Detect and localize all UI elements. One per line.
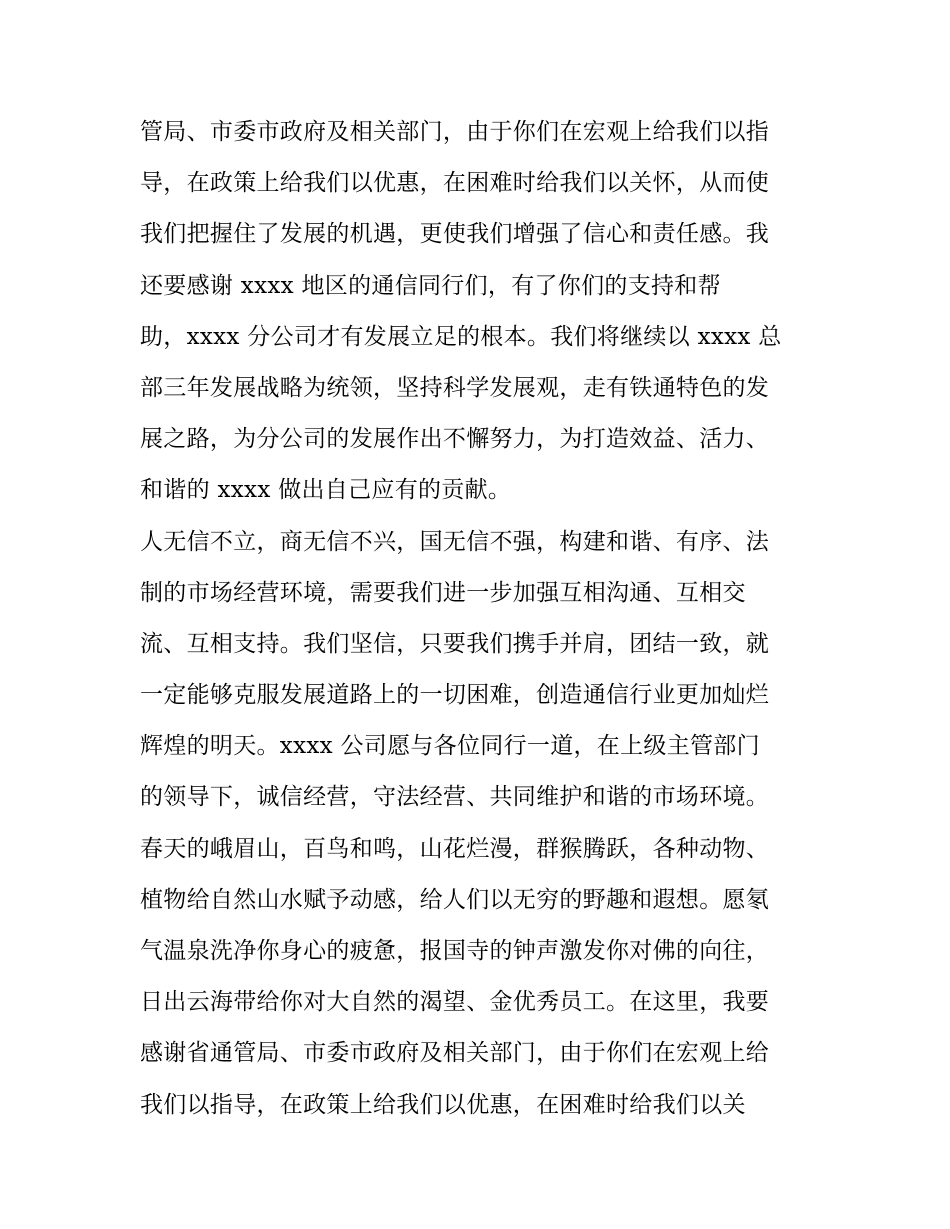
text-line: 展之路，为分公司的发展作出不懈努力，为打造效益、活力、 xyxy=(140,426,770,453)
text-line: 气温泉洗净你身心的疲惫，报国寺的钟声激发你对佛的向往， xyxy=(140,938,770,964)
text-line: 春天的峨眉山，百鸟和鸣，山花烂漫，群猴腾跃，各种动物、 xyxy=(140,835,770,862)
text-line: 管局、市委市政府及相关部门，由于你们在宏观上给我们以指 xyxy=(140,119,770,145)
text-line: 的领导下，诚信经营，守法经营、共同维护和谐的市场环境。 xyxy=(140,784,770,811)
text-line: 人无信不立，商无信不兴，国无信不强，构建和谐、有序、法 xyxy=(140,528,770,555)
text-line: 部三年发展战略为统领，坚持科学发展观，走有铁通特色的发 xyxy=(140,374,770,401)
text-line: 导，在政策上给我们以优惠，在困难时给我们以关怀，从而使 xyxy=(140,170,770,197)
text-line: 我们把握住了发展的机遇，更使我们增强了信心和责任感。我 xyxy=(140,221,770,248)
text-line: 流、互相支持。我们坚信，只要我们携手并肩，团结一致，就 xyxy=(140,630,770,657)
text-line: 还要感谢 xxxx 地区的通信同行们，有了你们的支持和帮 xyxy=(140,272,721,299)
text-line: 制的市场经营环境，需要我们进一步加强互相沟通、互相交 xyxy=(140,579,746,606)
text-line: 一定能够克服发展道路上的一切困难，创造通信行业更加灿烂 xyxy=(140,682,770,709)
document-body xyxy=(140,107,820,1131)
text-line: 助，xxxx 分公司才有发展立足的根本。我们将继续以 xxxx 总 xyxy=(140,323,782,350)
text-line: 植物给自然山水赋予动感，给人们以无穷的野趣和遐想。愿氡 xyxy=(140,886,770,913)
text-line: 日出云海带给你对大自然的渴望、金优秀员工。在这里，我要 xyxy=(140,989,770,1016)
text-line: 我们以指导，在政策上给我们以优惠，在困难时给我们以关 xyxy=(140,1091,746,1118)
text-line: 和谐的 xxxx 做出自己应有的贡献。 xyxy=(140,477,512,504)
text-line: 辉煌的明天。xxxx 公司愿与各位同行一道，在上级主管部门 xyxy=(140,733,760,760)
text-line: 感谢省通管局、市委市政府及相关部门，由于你们在宏观上给 xyxy=(140,1040,770,1067)
